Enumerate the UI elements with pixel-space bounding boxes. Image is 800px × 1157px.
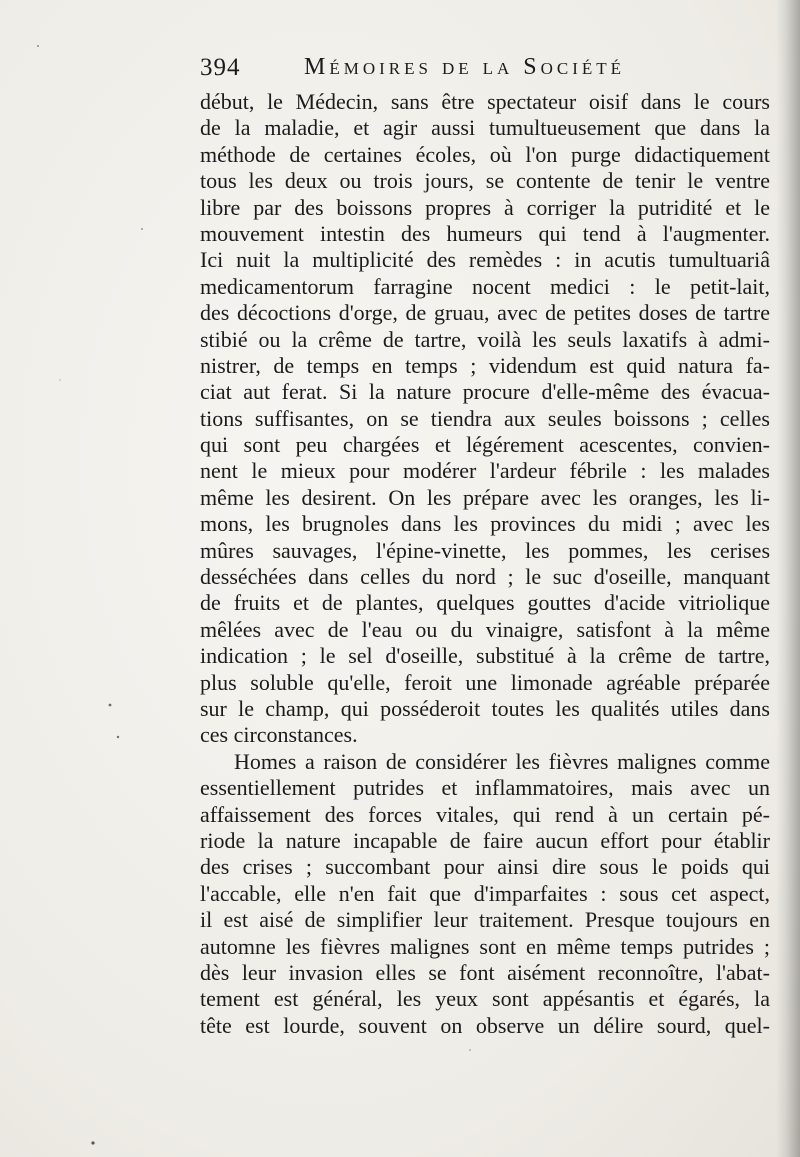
text-line: des décoctions d'orge, de gruau, avec de petites doses de tartre [200,300,770,326]
page-header [200,54,678,90]
text-line: mêlées avec de l'eau ou du vinaigre, satisfont à la même [200,616,770,642]
text-line: libre par des boissons propres à corriger la putridité et le [200,194,770,220]
text-line: affaissement des forces vitales, qui rend à un certain pé- [200,801,770,827]
text-line: mons, les brugnoles dans les provinces du midi ; avec les [200,511,770,537]
text-line: ces circonstances. [200,722,358,748]
text-line: desséchées dans celles du nord ; le suc d'oseille, manquant [200,564,770,590]
text-line: il est aisé de simplifier leur traitement. Presque toujours en [200,907,770,933]
text-line: de fruits et de plantes, quelques gouttes d'acide vitriolique [200,590,770,616]
text-line: l'accable, elle n'en fait que d'imparfaites : sous cet aspect, [200,880,770,906]
page-number: 394 [200,54,241,81]
paragraph-first-line: Homes a raison de considérer les fièvres malignes comme [234,748,770,774]
text-line: ciat aut ferat. Si la nature procure d'elle-même des évacua- [200,379,770,405]
text-line: riode la nature incapable de faire aucun effort pour établir [200,827,770,853]
text-line: indication ; le sel d'oseille, substitué à la crême de tartre, [200,643,770,669]
text-line: de la maladie, et agir aussi tumultueusement que dans la [200,115,770,141]
text-line: sur le champ, qui posséderoit toutes les qualités utiles dans [200,695,770,721]
text-line: automne les fièvres malignes sont en même temps putrides ; [200,933,770,959]
page-fold-shadow [776,0,800,1157]
text-line: nent le mieux pour modérer l'ardeur fébrile : les malades [200,458,770,484]
text-line: essentiellement putrides et inflammatoires, mais avec un [200,775,770,801]
text-line: mouvement intestin des humeurs qui tend à l'augmenter. [200,220,770,246]
text-line: medicamentorum farragine nocent medici : le petit-lait, [200,273,770,299]
running-head: Mémoires de la Société [304,54,626,80]
text-line: dès leur invasion elles se font aisément reconnoître, l'abat- [200,959,770,985]
text-line: tement est général, les yeux sont appésantis et égarés, la [200,986,770,1012]
text-line: tous les deux ou trois jours, se contente de tenir le ventre [200,168,770,194]
text-line: stibié ou la crême de tartre, voilà les seuls laxatifs à admi- [200,326,770,352]
text-line: même les desirent. On les prépare avec les oranges, les li- [200,484,770,510]
text-line: mûres sauvages, l'épine-vinette, les pommes, les cerises [200,537,770,563]
text-line: qui sont peu chargées et légérement acescentes, convien- [200,432,770,458]
text-line: Ici nuit la multiplicité des remèdes : in acutis tumultuariâ [200,247,770,273]
text-line: plus soluble qu'elle, feroit une limonade agréable préparée [200,669,770,695]
body-text [200,89,770,1039]
text-line: tions suffisantes, on se tiendra aux seules boissons ; celles [200,405,770,431]
text-line: tête est lourde, souvent on observe un délire sourd, quel- [200,1012,770,1038]
text-line: méthode de certaines écoles, où l'on purge didactiquement [200,141,770,167]
text-line: des crises ; succombant pour ainsi dire sous le poids qui [200,854,770,880]
text-line: début, le Médecin, sans être spectateur oisif dans le cours [200,89,770,114]
text-line: nistrer, de temps en temps ; videndum est quid natura fa- [200,352,770,378]
